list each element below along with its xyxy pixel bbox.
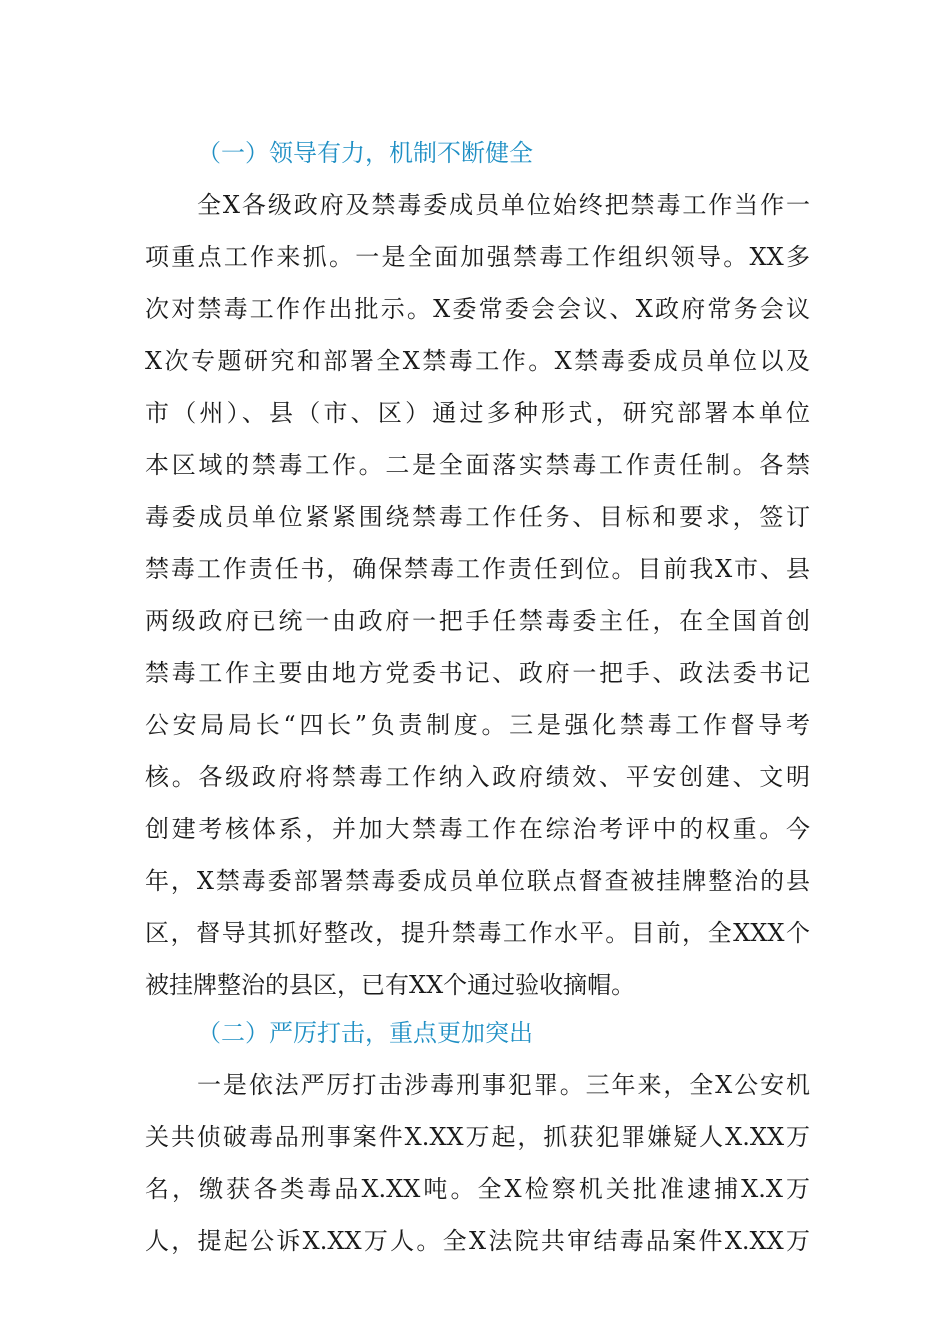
text-line: 项重点工作来抓。一是全面加强禁毒工作组织领导。XX多: [145, 243, 810, 271]
text-line: 毒委成员单位紧紧围绕禁毒工作任务、目标和要求，签订: [145, 503, 810, 531]
text-line: 被挂牌整治的县区，已有XX个通过验收摘帽。: [145, 971, 636, 999]
text-line: 创建考核体系，并加大禁毒工作在综治考评中的权重。今: [145, 815, 810, 843]
text-line: 两级政府已统一由政府一把手任禁毒委主任，在全国首创: [145, 607, 810, 635]
text-line: X次专题研究和部署全X禁毒工作。X禁毒委成员单位以及: [145, 347, 810, 375]
section-1-paragraph: [145, 179, 810, 1011]
text-line: 关共侦破毒品刑事案件X.XX万起，抓获犯罪嫌疑人X.XX万: [145, 1123, 810, 1151]
section-heading-1: （一）领导有力，机制不断健全: [197, 139, 533, 167]
text-line: 禁毒工作主要由地方党委书记、政府一把手、政法委书记: [145, 659, 810, 687]
text-line: 公安局局长“四长”负责制度。三是强化禁毒工作督导考: [145, 711, 810, 739]
text-line: 名，缴获各类毒品X.XX吨。全X检察机关批准逮捕X.X万: [145, 1175, 810, 1203]
text-line: 次对禁毒工作作出批示。X委常委会会议、X政府常务会议: [145, 295, 810, 323]
section-heading-2: （二）严厉打击，重点更加突出: [197, 1019, 533, 1047]
text-line: 全X各级政府及禁毒委成员单位始终把禁毒工作当作一: [197, 191, 810, 219]
text-line: 年，X禁毒委部署禁毒委成员单位联点督查被挂牌整治的县: [145, 867, 810, 895]
text-line: 一是依法严厉打击涉毒刑事犯罪。三年来，全X公安机: [197, 1071, 810, 1099]
text-line: 市（州）、县（市、区）通过多种形式，研究部署本单位: [145, 399, 810, 427]
text-line: 本区域的禁毒工作。二是全面落实禁毒工作责任制。各禁: [145, 451, 810, 479]
text-line: 区，督导其抓好整改，提升禁毒工作水平。目前，全XXX个: [145, 919, 810, 947]
text-line: 核。各级政府将禁毒工作纳入政府绩效、平安创建、文明: [145, 763, 810, 791]
section-2-paragraph: [145, 1059, 810, 1267]
text-line: 人，提起公诉X.XX万人。全X法院共审结毒品案件X.XX万: [145, 1227, 810, 1255]
text-line: 禁毒工作责任书，确保禁毒工作责任到位。目前我X市、县: [145, 555, 810, 583]
